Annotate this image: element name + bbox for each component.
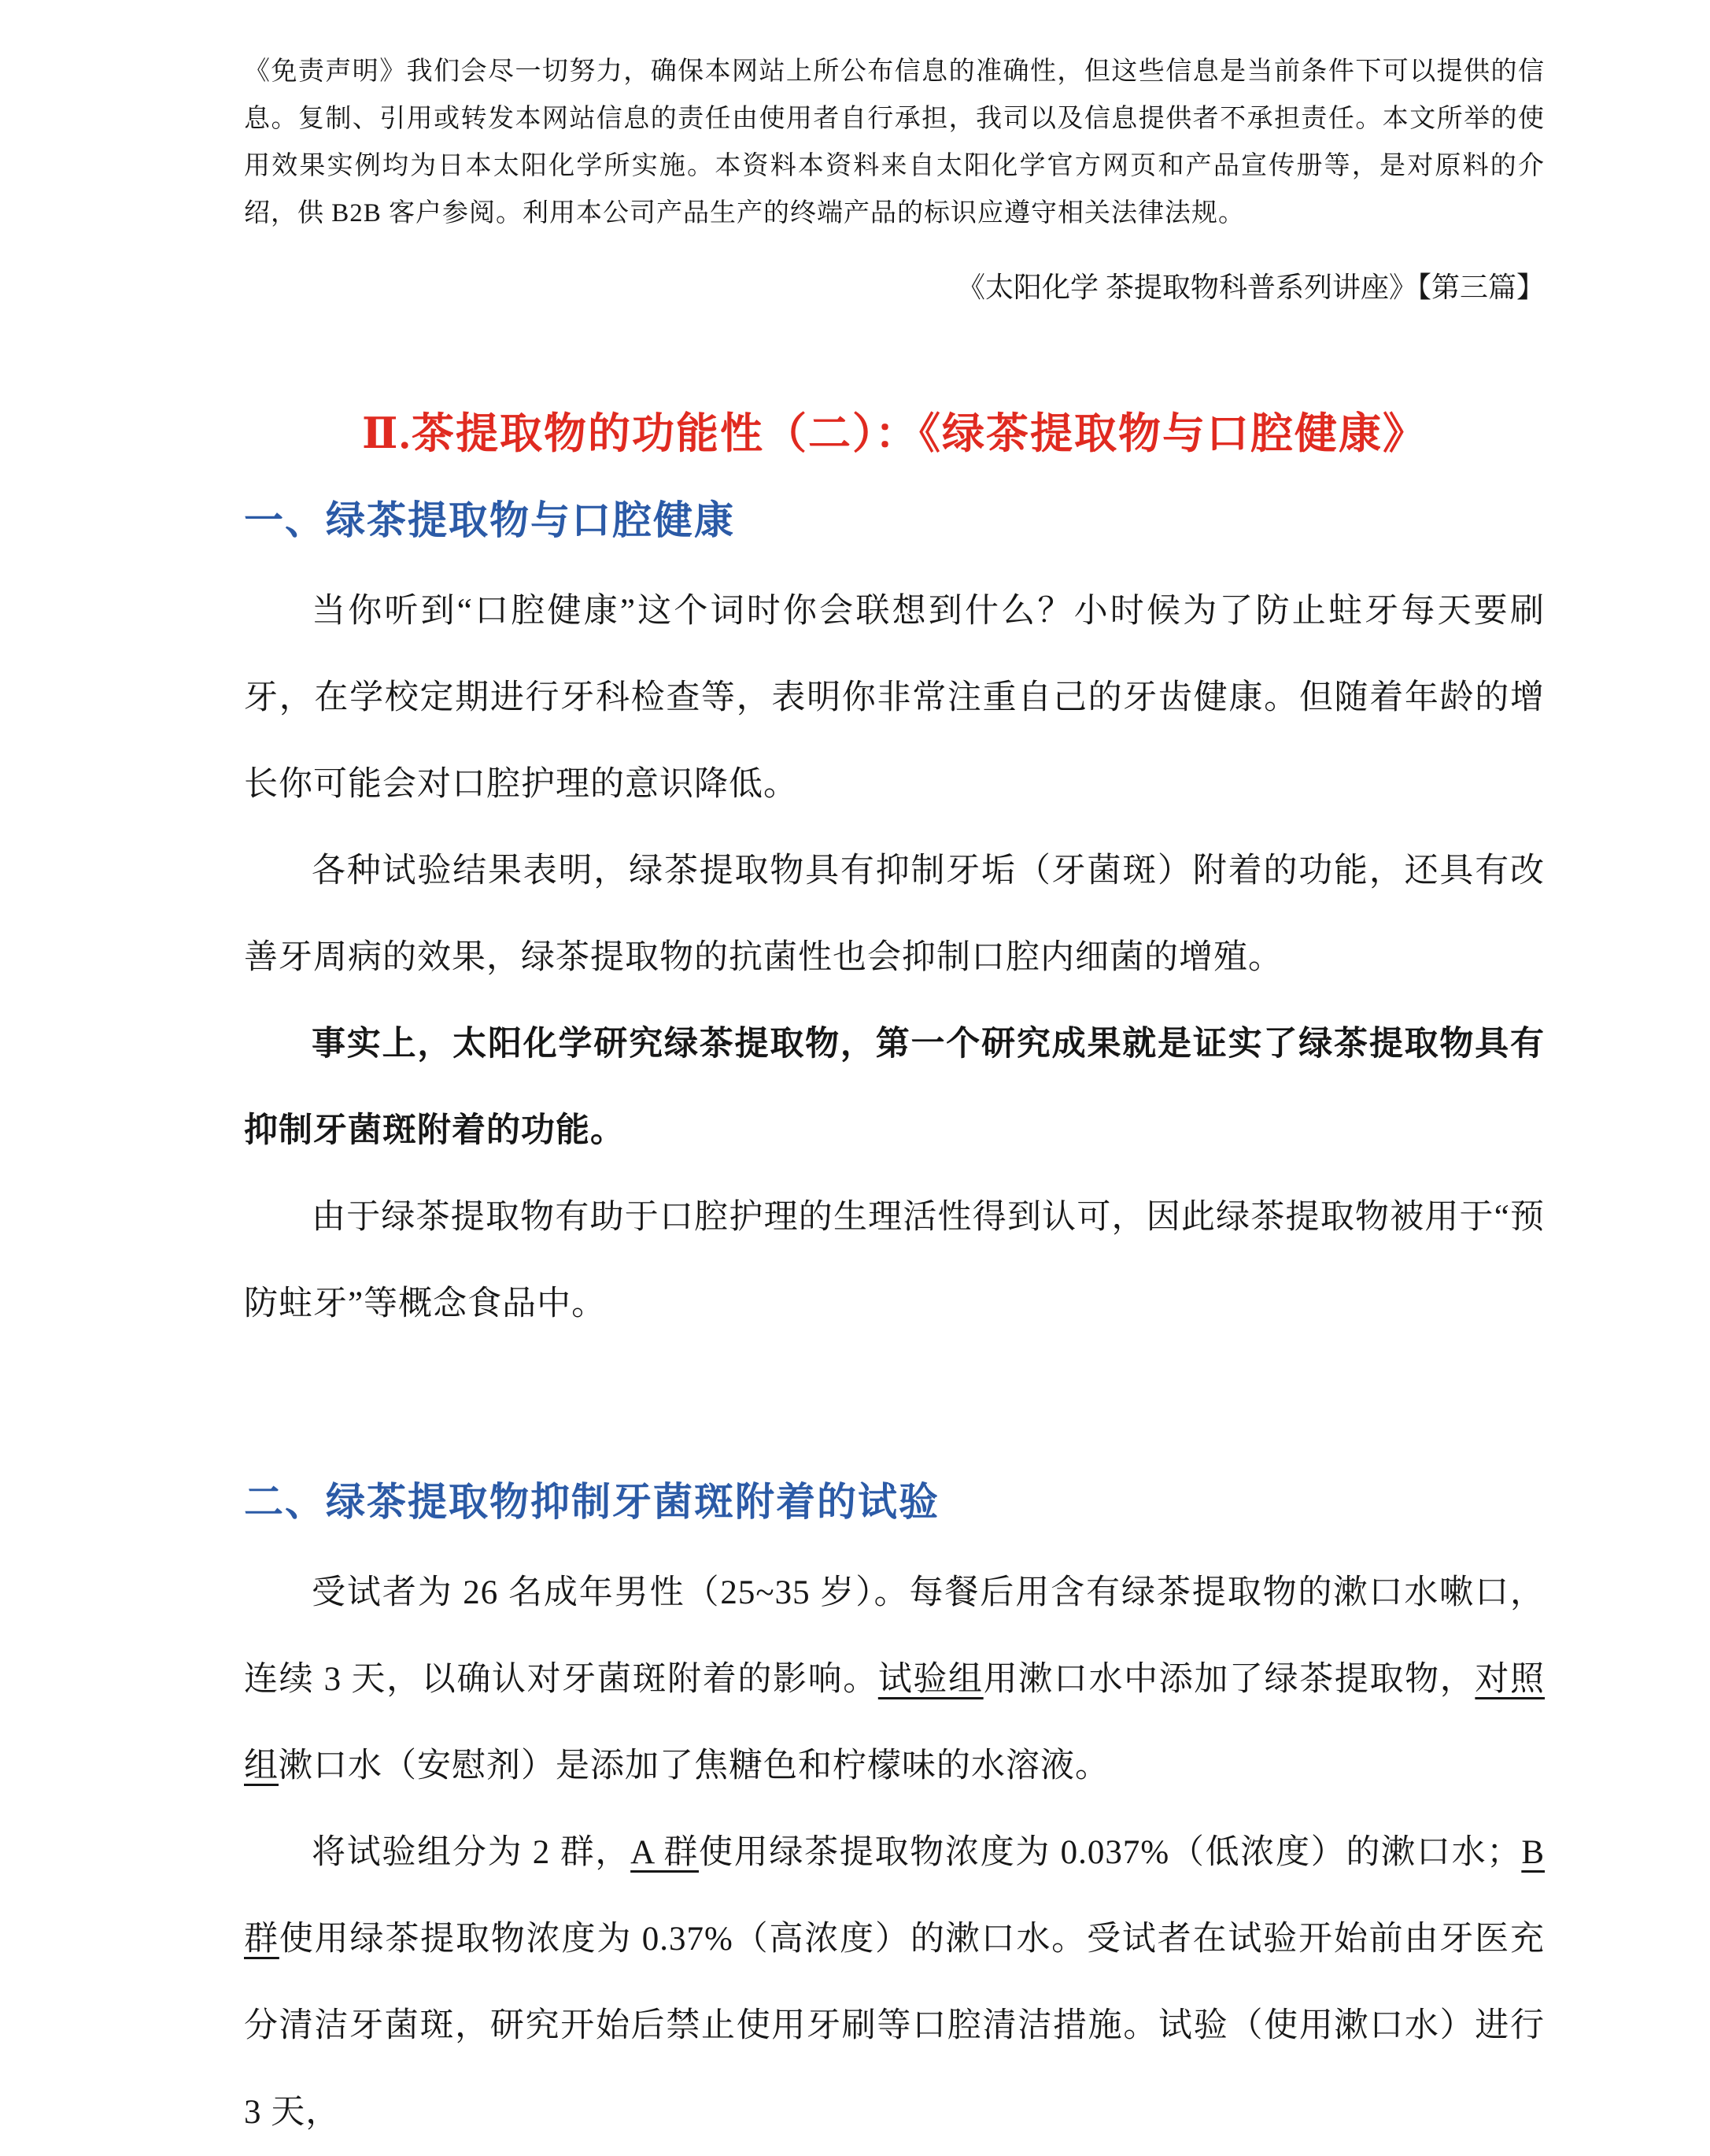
paragraph: [244, 1810, 1545, 2156]
section-2: [244, 1476, 1545, 2156]
paragraph: [244, 1001, 1545, 1174]
disclaimer-text: 《免责声明》我们会尽一切努力，确保本网站上所公布信息的准确性，但这些信息是当前条件下可以提供的信息。复制、引用或转发本网站信息的责任由使用者自行承担，我司以及信息提供者不承担责任。本文所举的使用效果实例均为日本太阳化学所实施。本资料本资料来自太阳化学官方网页和产品宣传册等，是对原料的介绍，供 B2B 客户参阅。利用本公司产品生产的终端产品的标识应遵守相关法律法规。: [244, 57, 1545, 227]
paragraph: [244, 828, 1545, 1001]
text-run: 事实上，太阳化学研究绿茶提取物，第一个研究成果就是证实了绿茶提取物具有抑制牙菌斑附着的功能。: [244, 1026, 1545, 1149]
paragraph: [244, 1174, 1545, 1348]
text-run: 将试验组分为 2 群，: [312, 1834, 631, 1871]
text-run: 各种试验结果表明，绿茶提取物具有抑制牙垢（牙菌斑）附着的功能，还具有改善牙周病的效果，绿茶提取物的抗菌性也会抑制口腔内细菌的增殖。: [244, 852, 1545, 976]
source-line: 《太阳化学 茶提取物科普系列讲座》【第三篇】: [956, 272, 1545, 303]
text-run: 由于绿茶提取物有助于口腔护理的生理活性得到认可，因此绿茶提取物被用于“预防蛀牙”等概念食品中。: [244, 1199, 1545, 1322]
main-title: Ⅱ.茶提取物的功能性（二）：《绿茶提取物与口腔健康》: [361, 410, 1427, 457]
text-run: 用漱口水中添加了绿茶提取物，: [983, 1661, 1475, 1698]
text-run: 使用绿茶提取物浓度为 0.037%（低浓度）的漱口水；: [699, 1834, 1522, 1871]
underlined-term: 试验组: [877, 1661, 984, 1698]
paragraph: [244, 1550, 1545, 1810]
underlined-term: A 群: [630, 1834, 699, 1871]
section-1: [244, 494, 1545, 1348]
section-paragraphs: [244, 1550, 1545, 2156]
document-body: [244, 494, 1545, 2156]
section-paragraphs: [244, 568, 1545, 1348]
section-heading: 一、绿茶提取物与口腔健康: [244, 498, 735, 542]
section-heading: 二、绿茶提取物抑制牙菌斑附着的试验: [244, 1480, 940, 1524]
text-run: 使用绿茶提取物浓度为 0.37%（高浓度）的漱口水。受试者在试验开始前由牙医充分清洁牙菌斑，研究开始后禁止使用牙刷等口腔清洁措施。试验（使用漱口水）进行 3 天，: [244, 1921, 1546, 2131]
text-run: 受试者为 26 名成年男性（25~35 岁）。每餐后用含有绿茶提取物的漱口水嗽口，连续 3 天，以确认对牙菌斑附着的影响。: [244, 1574, 1545, 1698]
underlined-term: 对照组: [244, 1661, 1546, 1784]
underlined-term: B 群: [244, 1834, 1545, 1958]
text-run: 当你听到“口腔健康”这个词时你会联想到什么？小时候为了防止蛀牙每天要刷牙，在学校定期进行牙科检查等，表明你非常注重自己的牙齿健康。但随着年龄的增长你可能会对口腔护理的意识降低。: [244, 593, 1545, 803]
text-run: 漱口水（安慰剂）是添加了焦糖色和柠檬味的水溶液。: [279, 1747, 1110, 1784]
paragraph: [244, 568, 1545, 828]
